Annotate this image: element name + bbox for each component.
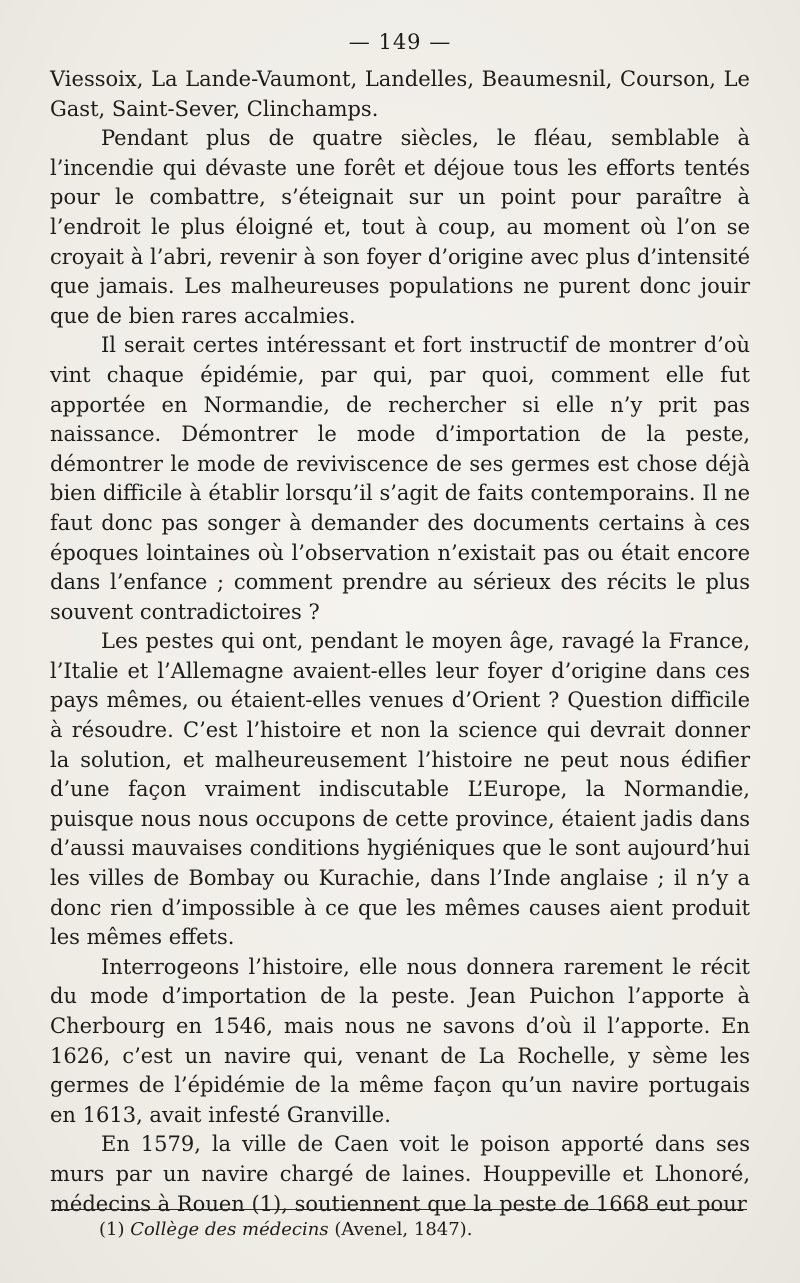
- paragraph-5: Interrogeons l’histoire, elle nous donnera rarement le récit du mode d’importation de la peste. Jean Puichon l’apporte à Cherbourg en 1546, mais nous ne savons d’où il l’apporte. En 1626, c’est un navire qui, venant de La Rochelle, y sème les germes de l’épidémie de la même façon qu’un navire portugais en 1613, avait infesté Granville.: [50, 954, 750, 1127]
- paragraph-2: Pendant plus de quatre siècles, le fléau, semblable à l’incendie qui dévaste une forêt et déjoue tous les efforts tentés pour le combattre, s’éteignait sur un point pour paraître à l’endroit le plus éloigné et, tout à coup, au moment où l’on se croyait à l’abri, revenir à son foyer d’origine avec plus d’intensité que jamais. Les malheureuses populations ne purent donc jouir que de bien rares accalmies.: [50, 126, 750, 328]
- footnote-source: (Avenel, 1847).: [328, 1219, 473, 1240]
- page-number: — 149 —: [348, 30, 452, 54]
- paragraph-3: Il serait certes intéressant et fort instructif de montrer d’où vint chaque épidémie, par qui, par quoi, comment elle fut apportée en Normandie, de rechercher si elle n’y prit pas naissance. Démontrer le mode d’importation de la peste, démontrer le mode de reviviscence de ses germes est chose déjà bien difficile à établir lorsqu’il s’agit de faits contemporains. Il ne faut donc pas songer à demander des documents certains à ces époques lointaines où l’observation n’existait pas ou était encore dans l’enfance ; comment prendre au sérieux des récits le plus souvent contradictoires ?: [50, 333, 750, 624]
- paragraph-6: En 1579, la ville de Caen voit le poison apporté dans ses murs par un navire chargé de laines. Houppeville et Lhonoré, médecins à Rouen (1), soutiennent que la peste de 1668 eut pour: [50, 1132, 750, 1216]
- paragraph-4: Les pestes qui ont, pendant le moyen âge, ravagé la France, l’Italie et l’Allemagne avaient-elles leur foyer d’origine dans ces pays mêmes, ou étaient-elles venues d’Orient ? Question difficile à résoudre. C’est l’histoire et non la science qui devrait donner la solution, et malheureusement l’histoire ne peut nous édifier d’une façon vraiment indiscutable L’Europe, la Normandie, puisque nous nous occupons de cette province, étaient jadis dans d’aussi mauvaises conditions hygiéniques que le sont aujourd’hui les villes de Bombay ou Kurachie, dans l’Inde anglaise ; il n’y a donc rien d’impossible à ce que les mêmes causes aient produit les mêmes effets.: [50, 629, 750, 950]
- paragraph-1: Viessoix, La Lande-Vaumont, Landelles, Beaumesnil, Courson, Le Gast, Saint-Sever, Clinchamps.: [50, 67, 750, 121]
- body-text: [50, 65, 750, 1219]
- footnote: [99, 1219, 472, 1240]
- footnote-title: Collège des médecins: [130, 1219, 329, 1240]
- footnote-rule: [52, 1209, 747, 1210]
- footnote-marker: (1): [99, 1219, 131, 1240]
